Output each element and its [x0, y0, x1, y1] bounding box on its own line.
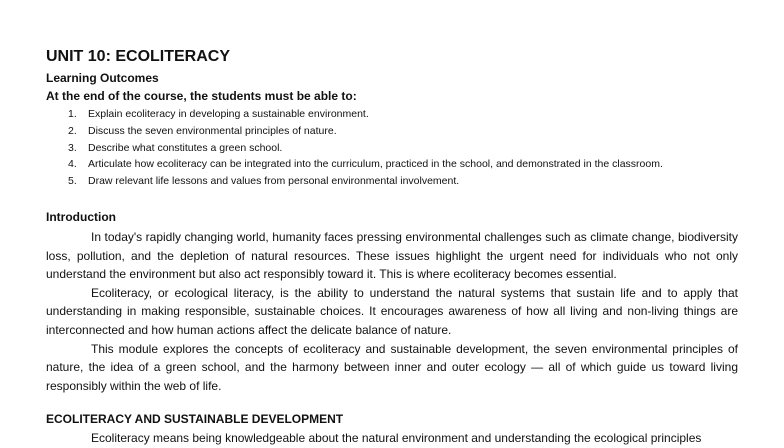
list-item-number: 2.	[68, 124, 77, 137]
unit-title: UNIT 10: ECOLITERACY	[46, 48, 231, 65]
list-item-number: 3.	[68, 141, 77, 154]
list-item	[46, 123, 663, 140]
list-item-text: Articulate how ecoliteracy can be integrated into the curriculum, practiced in the school, and demonstrated in the classroom.	[88, 158, 663, 171]
ecoliteracy-paragraph: Ecoliteracy means being knowledgeable about the natural environment and understanding the ecological principles	[91, 431, 702, 445]
list-item-number: 1.	[68, 108, 77, 120]
ecoliteracy-section-heading: ECOLITERACY AND SUSTAINABLE DEVELOPMENT	[46, 412, 344, 426]
list-item-text: Draw relevant life lessons and values from personal environmental involvement.	[88, 175, 460, 188]
introduction-paragraph: Ecoliteracy, or ecological literacy, is the ability to understand the natural systems that sustain life and to apply that understanding in making responsible, sustainable choices. It encourages awareness of how all living and non-living things are interconnected and how human actions affect the delicate balance of nature.	[46, 285, 738, 337]
list-item-text: Discuss the seven environmental principles of nature.	[88, 124, 337, 137]
learning-outcomes-intro: At the end of the course, the students must be able to:	[46, 89, 357, 103]
list-item	[46, 106, 663, 123]
ecoliteracy-section-body	[46, 429, 738, 448]
learning-outcomes-heading: Learning Outcomes	[46, 71, 159, 85]
list-item	[46, 173, 663, 190]
introduction-paragraph: This module explores the concepts of ecoliteracy and sustainable development, the seven environmental principles of nature, the idea of a green school, and the harmony between inner and outer ecology — all of which guide us toward living responsibly within the web of life.	[46, 341, 738, 393]
list-item-number: 5.	[68, 175, 77, 188]
introduction-paragraph: In today's rapidly changing world, humanity faces pressing environmental challenges such as climate change, biodiversity loss, pollution, and the depletion of natural resources. These issues highlight the urgent need for individuals who not only understand the environment but also act responsibly toward it. This is where ecoliteracy becomes essential.	[46, 230, 738, 282]
list-item-text: Explain ecoliteracy in developing a sustainable environment.	[88, 108, 369, 120]
list-item	[46, 156, 663, 173]
introduction-heading: Introduction	[46, 210, 116, 224]
list-item-number: 4.	[68, 158, 77, 171]
list-item	[46, 140, 663, 157]
learning-outcomes-list	[46, 106, 663, 190]
introduction-body	[46, 228, 738, 395]
list-item-text: Describe what constitutes a green school.	[88, 141, 283, 154]
